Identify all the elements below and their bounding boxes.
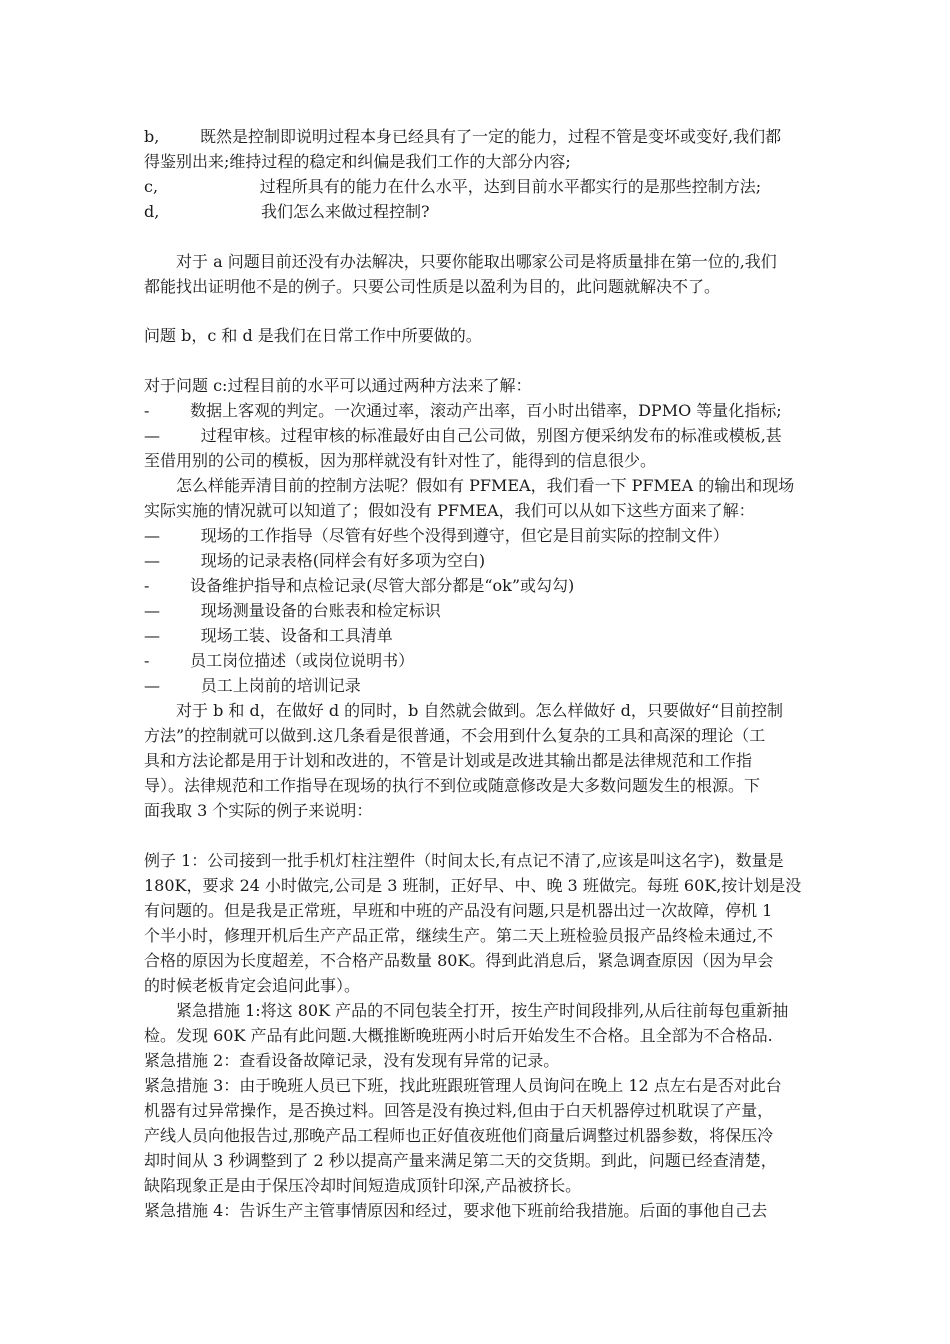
list-item: - 员工岗位描述（或岗位说明书） <box>144 651 415 670</box>
text-line: d, 我们怎么来做过程控制? <box>144 202 430 221</box>
list-item: — 现场的记录表格(同样会有好多项为空白) <box>144 551 486 570</box>
text-line: b, 既然是控制即说明过程本身已经具有了一定的能力，过程不管是变坏或变好,我们都 <box>144 127 782 146</box>
text-line: 紧急措施 1:将这 80K 产品的不同包装全打开，按生产时间段排列,从后往前每包重新抽 <box>176 1001 789 1020</box>
text-line: 都能找出证明他不是的例子。只要公司性质是以盈利为目的，此问题就解决不了。 <box>144 277 721 296</box>
text-line: 却时间从 3 秒调整到了 2 秒以提高产量来满足第二天的交货期。到此，问题已经查清楚， <box>144 1151 777 1170</box>
text-line: 检。发现 60K 产品有此问题.大概推断晚班两小时后开始发生不合格。且全部为不合格品. <box>144 1026 773 1045</box>
list-item: — 现场工装、设备和工具清单 <box>144 626 393 645</box>
text-line: 的时候老板肯定会追问此事）。 <box>144 976 361 995</box>
text-line: 缺陷现象正是由于保压冷却时间短造成顶针印深,产品被挤长。 <box>144 1176 582 1195</box>
text-line: 问题 b，c 和 d 是我们在日常工作中所要做的。 <box>144 326 482 345</box>
text-line: 产线人员向他报告过,那晚产品工程师也正好值夜班他们商量后调整过机器参数，将保压冷 <box>144 1126 774 1145</box>
list-item: — 员工上岗前的培训记录 <box>144 676 361 695</box>
list-item: — 过程审核。过程审核的标准最好由自己公司做，别图方便采纳发布的标准或模板,甚 <box>144 426 782 445</box>
text-line: 具和方法论都是用于计划和改进的，不管是计划或是改进其输出都是法律规范和工作指 <box>144 751 753 770</box>
text-line: 实际实施的情况就可以知道了；假如没有 PFMEA，我们可以从如下这些方面来了解： <box>144 501 755 520</box>
text-line: c, 过程所具有的能力在什么水平，达到目前水平都实行的是那些控制方法; <box>144 177 762 196</box>
text-line: 面我取 3 个实际的例子来说明： <box>144 801 373 820</box>
text-line: 对于问题 c:过程目前的水平可以通过两种方法来了解： <box>144 376 532 395</box>
text-line: 导）。法律规范和工作指导在现场的执行不到位或随意修改是大多数问题发生的根源。下 <box>144 776 761 795</box>
text-line: 机器有过异常操作，是否换过料。回答是没有换过料,但由于白天机器停过机耽误了产量， <box>144 1101 774 1120</box>
text-line: 对于 a 问题目前还没有办法解决，只要你能取出哪家公司是将质量排在第一位的,我们 <box>176 252 777 271</box>
text-line: 紧急措施 4：告诉生产主管事情原因和经过，要求他下班前给我措施。后面的事他自己去 <box>144 1201 768 1220</box>
text-line: 怎么样能弄清目前的控制方法呢？假如有 PFMEA，我们看一下 PFMEA 的输出和现场 <box>176 476 795 495</box>
text-line: 方法”的控制就可以做到.这几条看是很普通，不会用到什么复杂的工具和高深的理论（工 <box>144 726 766 745</box>
text-line: 180K，要求 24 小时做完,公司是 3 班制，正好早、中、晚 3 班做完。每班 60K,按计划是没 <box>144 876 802 895</box>
list-item: - 设备维护指导和点检记录(尽管大部分都是“ok”或勾勾) <box>144 576 575 595</box>
text-line: 有问题的。但是我是正常班，早班和中班的产品没有问题,只是机器出过一次故障，停机 1 <box>144 901 773 920</box>
text-line: 对于 b 和 d，在做好 d 的同时，b 自然就会做到。怎么样做好 d，只要做好“目前控制 <box>176 701 783 720</box>
list-item: - 数据上客观的判定。一次通过率，滚动产出率，百小时出错率，DPMO 等量化指标; <box>144 401 782 420</box>
list-item: — 现场的工作指导（尽管有好些个没得到遵守，但它是目前实际的控制文件） <box>144 526 729 545</box>
list-item: — 现场测量设备的台账表和检定标识 <box>144 601 441 620</box>
text-line: 得鉴别出来;维持过程的稳定和纠偏是我们工作的大部分内容; <box>144 152 571 171</box>
text-line: 合格的原因为长度超差，不合格产品数量 80K。得到此消息后，紧急调查原因（因为早会 <box>144 951 774 970</box>
text-line: 紧急措施 3：由于晚班人员已下班，找此班跟班管理人员询问在晚上 12 点左右是否对此台 <box>144 1076 782 1095</box>
text-line: 紧急措施 2：查看设备故障记录，没有发现有异常的记录。 <box>144 1051 560 1070</box>
text-line: 个半小时，修理开机后生产产品正常，继续生产。第二天上班检验员报产品终检未通过,不 <box>144 926 774 945</box>
text-line: 至借用别的公司的模板，因为那样就没有针对性了，能得到的信息很少。 <box>144 451 657 470</box>
text-line: 例子 1：公司接到一批手机灯柱注塑件（时间太长,有点记不清了,应该是叫这名字)，数量是 <box>144 851 784 870</box>
